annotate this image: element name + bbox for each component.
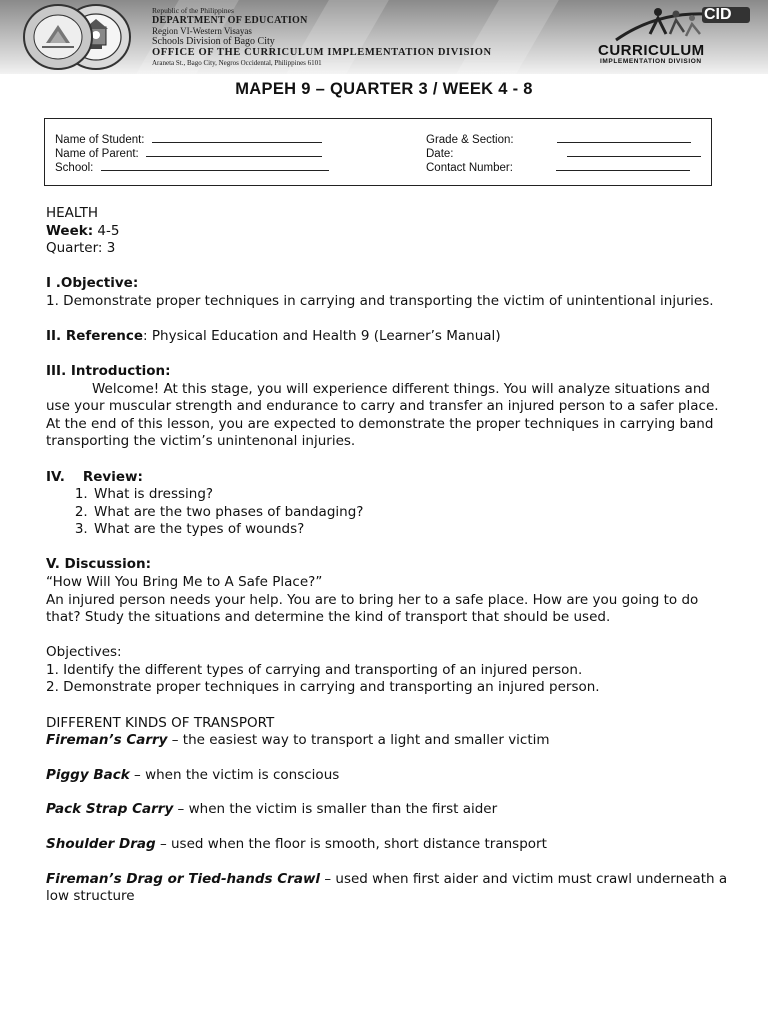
review-heading	[46, 469, 736, 487]
spacer	[46, 346, 736, 364]
student-name-field[interactable]	[55, 132, 322, 146]
spacer	[46, 539, 736, 557]
review-item: 1. What is dressing?	[92, 486, 736, 504]
review-list	[46, 486, 736, 539]
cid-text: CID	[704, 6, 732, 23]
review-item: 2. What are the two phases of bandaging?	[92, 504, 736, 522]
reference-text: : Physical Education and Health 9 (Learner’s Manual)	[143, 327, 501, 344]
transport-item	[46, 836, 736, 854]
contact-number-line[interactable]	[556, 160, 690, 171]
introduction-text: Welcome! At this stage, you will experience different things. You will analyze situations and use your muscular strength and endurance to carry and transfer an injured person to a safer place. At the end of this lesson, you are expected to demonstrate the proper techniques in carrying band transporting the victim’s unintenonal injuries.	[46, 380, 719, 450]
date-label: Date:	[426, 148, 454, 160]
department-text: DEPARTMENT OF EDUCATION	[152, 14, 308, 26]
page-title: MAPEH 9 – QUARTER 3 / WEEK 4 - 8	[235, 80, 533, 98]
discussion-heading: V. Discussion:	[46, 556, 152, 573]
review-label: Review:	[82, 468, 143, 485]
transport-item	[46, 732, 736, 750]
discussion-quote: “How Will You Bring Me to A Safe Place?”	[46, 574, 323, 590]
spacer	[46, 784, 736, 801]
introduction-heading: III. Introduction:	[46, 363, 171, 380]
quarter-label: Quarter:	[46, 240, 103, 257]
parent-name-field[interactable]	[55, 146, 322, 160]
week-label: Week:	[46, 222, 94, 239]
transport-name: Fireman’s Drag or Tied-hands Crawl	[46, 870, 321, 887]
spacer	[46, 854, 736, 871]
spacer	[46, 627, 736, 645]
transport-name: Shoulder Drag	[46, 835, 156, 852]
grade-section-line[interactable]	[557, 132, 691, 143]
transport-item	[46, 767, 736, 785]
school-label: School:	[55, 162, 94, 174]
objectives-label: Objectives:	[46, 644, 122, 661]
date-field[interactable]	[426, 146, 701, 160]
header-text	[152, 7, 592, 67]
student-info-box	[44, 118, 712, 186]
review-item: 3. What are the types of wounds?	[92, 521, 736, 539]
lesson-content	[46, 205, 736, 906]
review-number: IV.	[46, 468, 65, 485]
spacer	[46, 750, 736, 767]
spacer	[46, 451, 736, 469]
student-name-line[interactable]	[152, 132, 322, 143]
transport-name: Piggy Back	[46, 766, 130, 783]
grade-section-field[interactable]	[426, 132, 691, 146]
address-text: Araneta St., Bago City, Negros Occidental, Philippines 6101	[152, 59, 322, 67]
region-text: Region VI-Western Visayas	[152, 25, 252, 36]
student-name-label: Name of Student:	[55, 134, 145, 146]
grade-section-label: Grade & Section:	[426, 134, 514, 146]
transport-item	[46, 801, 736, 819]
header-banner	[0, 0, 768, 74]
reference-line	[46, 328, 736, 346]
transport-desc: – the easiest way to transport a light and smaller victim	[167, 732, 550, 749]
contact-number-label: Contact Number:	[426, 162, 513, 174]
office-text: OFFICE OF THE CURRICULUM IMPLEMENTATION DIVISION	[152, 46, 492, 58]
spacer	[46, 310, 736, 328]
transport-desc: – when the victim is conscious	[129, 766, 340, 783]
transport-name: Fireman’s Carry	[46, 732, 168, 749]
contact-number-field[interactable]	[426, 160, 690, 174]
transport-heading: DIFFERENT KINDS OF TRANSPORT	[46, 714, 275, 731]
quarter-value: 3	[102, 240, 116, 257]
implementation-text: IMPLEMENTATION DIVISION	[600, 58, 702, 65]
school-line[interactable]	[101, 160, 329, 171]
division-text: Schools Division of Bago City	[152, 35, 275, 47]
objective-heading: I .Objective:	[46, 275, 139, 292]
republic-text: Republic of the Philippines	[152, 6, 234, 15]
date-line[interactable]	[567, 146, 701, 157]
week-value: 4-5	[93, 222, 120, 239]
spacer	[46, 819, 736, 836]
objective-text: 1. Demonstrate proper techniques in carrying and transporting the victim of unintentional injuries.	[46, 292, 714, 309]
parent-name-line[interactable]	[146, 146, 322, 157]
cid-figures-icon	[596, 4, 756, 44]
transport-desc: – used when first aider and victim must crawl underneath a low structure	[46, 870, 728, 905]
reference-label: II. Reference	[46, 327, 144, 344]
parent-name-label: Name of Parent:	[55, 148, 139, 160]
objectives-item: 2. Demonstrate proper techniques in carrying and transporting an injured person.	[46, 679, 600, 696]
week-line	[46, 223, 736, 241]
spacer	[46, 258, 736, 276]
transport-item	[46, 871, 736, 906]
transport-desc: – when the victim is smaller than the first aider	[173, 801, 498, 818]
curriculum-text: CURRICULUM	[598, 42, 705, 59]
deped-seal-icon	[20, 3, 132, 71]
cid-logo	[596, 4, 756, 70]
discussion-text: An injured person needs your help. You are to bring her to a safe place. How are you going to do that? Study the situations and determine the kind of transport that should be used.	[46, 591, 699, 626]
transport-desc: – used when the floor is smooth, short distance transport	[155, 835, 547, 852]
school-field[interactable]	[55, 160, 329, 174]
transport-name: Pack Strap Carry	[46, 801, 174, 818]
spacer	[46, 697, 736, 715]
quarter-line	[46, 240, 736, 258]
objectives-item: 1. Identify the different types of carrying and transporting of an injured person.	[46, 661, 583, 678]
subject-heading: HEALTH	[46, 205, 98, 221]
